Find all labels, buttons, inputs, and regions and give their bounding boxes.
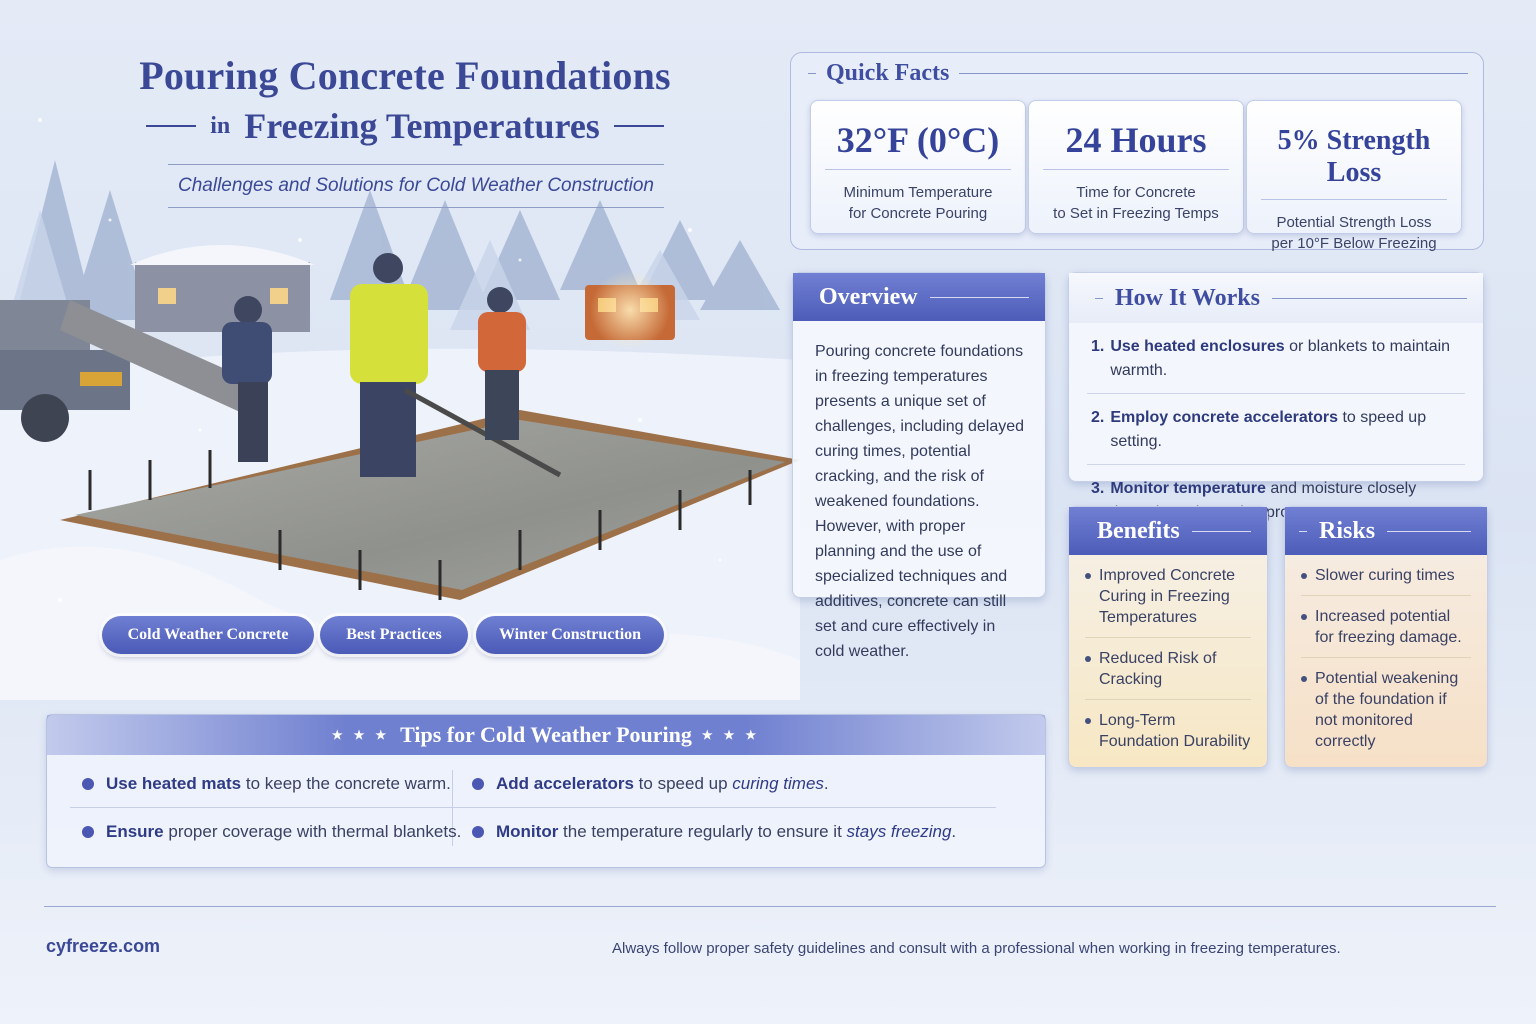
tip-rest: to speed up (633, 774, 733, 793)
star-icon: ★ ★ ★ (701, 727, 761, 742)
overview-header (793, 273, 1045, 321)
step-text (1110, 406, 1461, 454)
quick-facts-heading (808, 60, 1468, 87)
tip-rest: the temperature regularly to ensure it (558, 822, 847, 841)
tip-item (472, 774, 829, 794)
heading-dash (1095, 298, 1103, 299)
tag-cold-weather-concrete[interactable]: Cold Weather Concrete (102, 616, 314, 654)
quick-facts-title: Quick Facts (826, 60, 950, 86)
tip-italic: curing times (732, 774, 824, 793)
tip-item (82, 822, 461, 842)
heading-rule (1387, 531, 1471, 532)
bullet-icon (1301, 676, 1307, 682)
footer-divider (44, 906, 1496, 907)
fact-description (1247, 212, 1461, 254)
bullet-icon (1301, 614, 1307, 620)
step-emphasis: Employ concrete accelerators (1110, 409, 1339, 426)
tip-text (496, 822, 956, 842)
step-number: 3. (1091, 480, 1105, 497)
tag-best-practices[interactable]: Best Practices (320, 616, 468, 654)
fact-description-line-1: Time for Concrete (1076, 184, 1196, 201)
benefit-text: Reduced Risk of Cracking (1099, 650, 1217, 688)
fact-description (1029, 182, 1243, 224)
bullet-icon (1085, 656, 1091, 662)
tip-rest: to keep the concrete warm. (241, 774, 451, 793)
overview-text: Pouring concrete foundations in freezing temperatures presents a unique set of challenges, including delayed curing times, potential cracking, and the risk of weakened foundations. However, with proper planning and the use of specialized techniques and additives, concrete can still set and cure effectively in cold weather. (815, 343, 1025, 660)
title-line-2-main: Freezing Temperatures (244, 106, 600, 146)
fact-value: 5% Strength Loss (1261, 119, 1447, 200)
tip-emphasis: Use heated mats (106, 774, 242, 793)
risks-header (1285, 507, 1487, 555)
site-link[interactable]: cyfreeze.com (46, 936, 161, 956)
step-rest: or blankets to maintain warmth. (1110, 338, 1451, 379)
tip-emphasis: Ensure (106, 822, 164, 841)
heading-rule (1192, 531, 1251, 532)
fact-description-line-1: Minimum Temperature (843, 184, 993, 201)
tip-emphasis: Add accelerators (496, 774, 634, 793)
benefits-header (1069, 507, 1267, 555)
tag-winter-construction[interactable]: Winter Construction (476, 616, 664, 654)
step-text (1110, 335, 1461, 383)
bullet-icon (1301, 573, 1307, 579)
benefits-title: Benefits (1097, 517, 1180, 544)
tip-end: . (823, 774, 829, 793)
risk-item (1301, 555, 1471, 596)
risk-item (1301, 596, 1471, 658)
step-number: 2. (1091, 409, 1105, 426)
fact-value: 24 Hours (1043, 119, 1229, 170)
risk-text: Slower curing times (1315, 567, 1455, 584)
title-line-2-prefix: in (210, 112, 231, 139)
bullet-icon (82, 778, 94, 790)
bullet-icon (1085, 573, 1091, 579)
tips-divider-horizontal (70, 807, 996, 808)
risks-title: Risks (1319, 517, 1376, 544)
fact-description-line-2: for Concrete Pouring (848, 205, 988, 222)
benefit-item (1085, 555, 1251, 638)
heading-rule (1272, 298, 1467, 299)
overview-title: Overview (819, 283, 918, 310)
fact-description-line-1: Potential Strength Loss (1276, 214, 1432, 231)
heading-dash (1299, 531, 1307, 532)
step-emphasis: Use heated enclosures (1110, 338, 1285, 355)
step-rest: and moisture closely (1270, 480, 1417, 497)
benefits-card (1068, 506, 1268, 768)
title-line-1: Pouring Concrete Foundations (139, 53, 671, 98)
benefit-text: Improved Concrete Curing in Freezing Temperatures (1099, 567, 1236, 626)
heading-rule (930, 297, 1029, 298)
heading-rule (959, 73, 1468, 74)
subtitle: Challenges and Solutions for Cold Weather Construction (178, 175, 654, 196)
fact-description-line-2: per 10°F Below Freezing (1271, 235, 1437, 252)
how-it-works-title: How It Works (1115, 284, 1260, 311)
title-divider-right (614, 125, 664, 127)
tip-text (496, 774, 829, 794)
tip-rest: proper coverage with thermal blankets. (163, 822, 462, 841)
tip-item (82, 774, 451, 794)
step-number: 1. (1091, 338, 1105, 355)
fact-description-line-2: to Set in Freezing Temps (1053, 205, 1219, 222)
tip-text (106, 822, 461, 842)
subtitle-banner (168, 164, 664, 208)
bullet-icon (82, 826, 94, 838)
safety-disclaimer: Always follow proper safety guidelines and consult with a professional when working in freezing temperatures. (612, 940, 1341, 957)
step-emphasis: Monitor temperature (1110, 480, 1266, 497)
tip-text (106, 774, 451, 794)
benefit-text: Long-Term Foundation Durability (1099, 712, 1251, 750)
title-divider-left (146, 125, 196, 127)
bullet-icon (472, 826, 484, 838)
title-line-2 (60, 105, 750, 147)
fact-card-strength-loss (1246, 100, 1462, 252)
benefit-item (1085, 638, 1251, 700)
bullet-icon (1085, 718, 1091, 724)
step-1 (1087, 323, 1465, 394)
step-2 (1087, 394, 1465, 465)
bullet-icon (472, 778, 484, 790)
fact-card-set-time (1028, 100, 1244, 234)
fact-description (811, 182, 1025, 224)
tip-emphasis: Monitor (496, 822, 559, 841)
fact-card-min-temperature (810, 100, 1026, 234)
overview-card (792, 272, 1046, 660)
tip-end: . (951, 822, 957, 841)
heading-dash (808, 73, 816, 74)
page-title (60, 52, 750, 147)
tip-italic: stays freezing (846, 822, 952, 841)
star-icon: ★ ★ ★ (331, 727, 391, 742)
benefit-item (1085, 700, 1251, 761)
tips-header (47, 715, 1045, 755)
risk-text: Potential weakening of the foundation if not monitored correctly (1315, 670, 1459, 750)
risks-card (1284, 506, 1488, 768)
how-it-works-header (1069, 273, 1483, 323)
tips-title: Tips for Cold Weather Pouring (400, 722, 692, 747)
how-it-works-card (1068, 272, 1484, 497)
risk-text: Increased potential for freezing damage. (1315, 608, 1462, 646)
fact-value: 32°F (0°C) (825, 119, 1011, 170)
risk-item (1301, 658, 1471, 761)
step-rest: to speed up setting. (1110, 409, 1427, 450)
tip-item (472, 822, 956, 842)
